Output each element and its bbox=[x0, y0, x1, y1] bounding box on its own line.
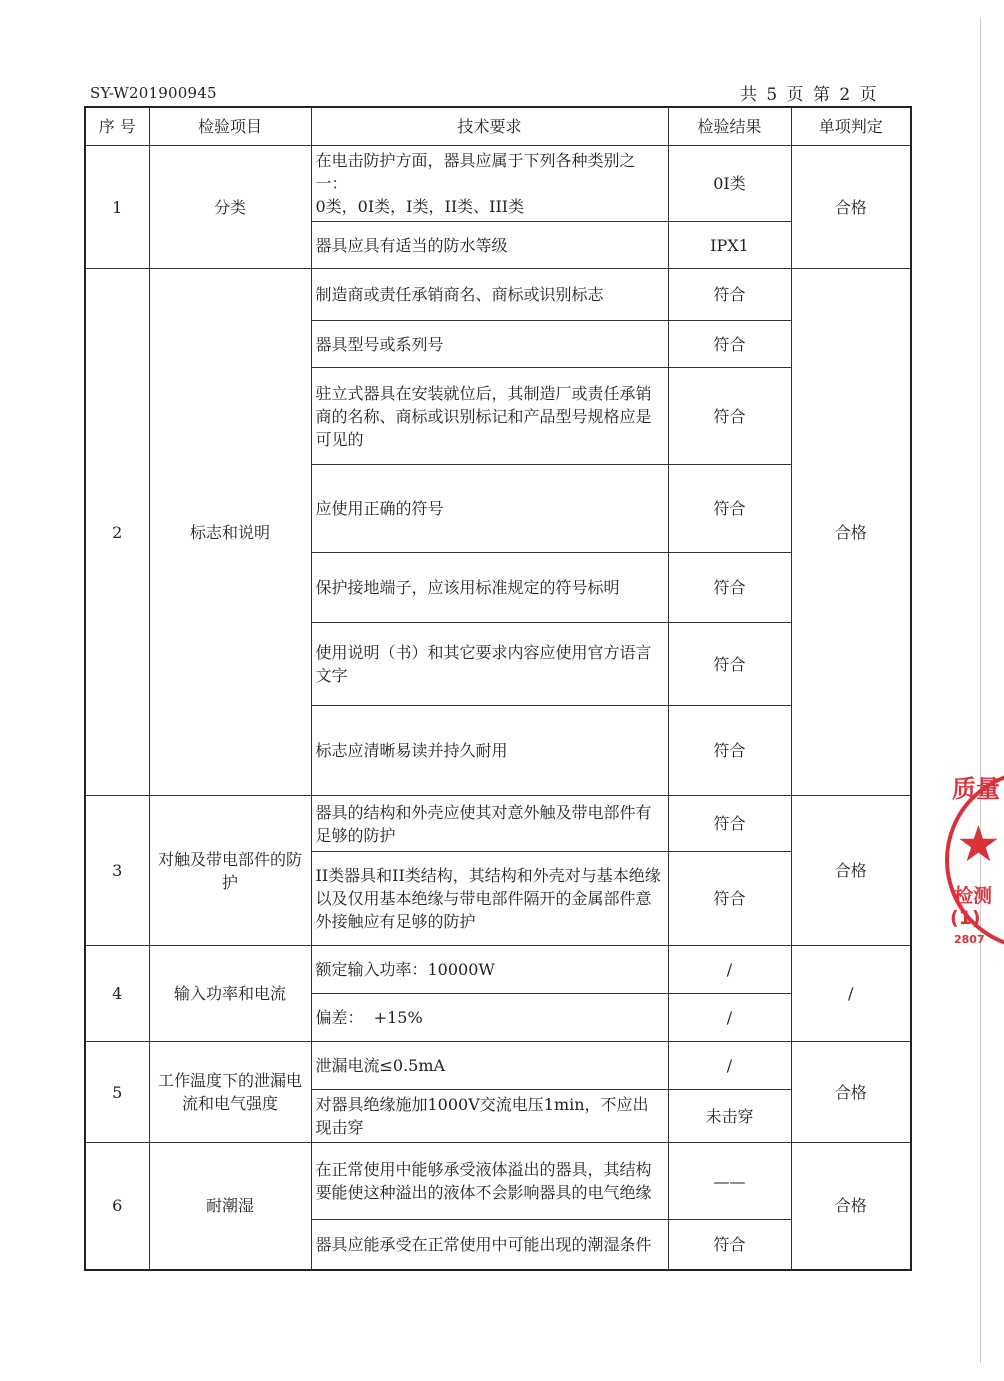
item-name: 输入功率和电流 bbox=[149, 946, 311, 1042]
requirement-cell: 器具的结构和外壳应使其对意外触及带电部件有足够的防护 bbox=[311, 796, 668, 852]
table-header-row bbox=[85, 107, 911, 146]
verdict-cell: 合格 bbox=[791, 1143, 911, 1270]
seal-star-icon: ★ bbox=[956, 815, 1001, 873]
requirement-cell: 使用说明（书）和其它要求内容应使用官方语言文字 bbox=[311, 623, 668, 706]
inspection-table bbox=[84, 106, 912, 1271]
item-number: 1 bbox=[85, 146, 149, 269]
scan-edge-line bbox=[980, 18, 981, 1363]
result-cell: 符合 bbox=[668, 465, 791, 553]
result-cell: —— bbox=[668, 1143, 791, 1220]
result-cell: 符合 bbox=[668, 368, 791, 465]
result-cell: / bbox=[668, 1042, 791, 1090]
requirement-text: 在电击防护方面，器具应属于下列各种类别之一： 0类，0I类，I类，II类、III类 bbox=[315, 151, 636, 216]
requirement-cell: 对器具绝缘施加1000V交流电压1min，不应出现击穿 bbox=[311, 1090, 668, 1143]
requirement-cell: 器具应能承受在正常使用中可能出现的潮湿条件 bbox=[311, 1220, 668, 1270]
result-cell: 符合 bbox=[668, 796, 791, 852]
requirement-cell: 额定输入功率：10000W bbox=[311, 946, 668, 994]
result-cell: 符合 bbox=[668, 269, 791, 321]
item-number: 6 bbox=[85, 1143, 149, 1270]
table-row bbox=[85, 269, 911, 321]
table-row bbox=[85, 946, 911, 994]
item-number: 5 bbox=[85, 1042, 149, 1143]
header-requirement: 技术要求 bbox=[311, 107, 668, 146]
requirement-cell: 保护接地端子，应该用标准规定的符号标明 bbox=[311, 553, 668, 623]
result-cell: / bbox=[668, 994, 791, 1042]
requirement-cell: 器具型号或系列号 bbox=[311, 321, 668, 368]
item-name: 耐潮湿 bbox=[149, 1143, 311, 1270]
header-result: 检验结果 bbox=[668, 107, 791, 146]
result-cell: 符合 bbox=[668, 1220, 791, 1270]
page-info: 共 5 页 第 2 页 bbox=[740, 85, 877, 105]
document-id: SY-W201900945 bbox=[90, 84, 217, 102]
table-row bbox=[85, 1042, 911, 1090]
requirement-cell bbox=[311, 146, 668, 222]
result-cell: IPX1 bbox=[668, 222, 791, 269]
verdict-cell: 合格 bbox=[791, 796, 911, 946]
header-item: 检验项目 bbox=[149, 107, 311, 146]
item-number: 2 bbox=[85, 269, 149, 796]
requirement-cell: 制造商或责任承销商名、商标或识别标志 bbox=[311, 269, 668, 321]
result-cell: / bbox=[668, 946, 791, 994]
item-name: 分类 bbox=[149, 146, 311, 269]
result-cell: 未击穿 bbox=[668, 1090, 791, 1143]
verdict-cell: 合格 bbox=[791, 146, 911, 269]
item-number: 3 bbox=[85, 796, 149, 946]
table-row bbox=[85, 1143, 911, 1220]
seal-text-number: (1) bbox=[950, 907, 981, 929]
result-cell: 符合 bbox=[668, 706, 791, 796]
requirement-cell: 器具应具有适当的防水等级 bbox=[311, 222, 668, 269]
table-row bbox=[85, 796, 911, 852]
table-row bbox=[85, 146, 911, 222]
seal-text-middle: 检测 bbox=[954, 885, 993, 907]
header-verdict: 单项判定 bbox=[791, 107, 911, 146]
requirement-cell: 在正常使用中能够承受液体溢出的器具，其结构要能使这种溢出的液体不会影响器具的电气绝缘 bbox=[311, 1143, 668, 1220]
requirement-cell: 应使用正确的符号 bbox=[311, 465, 668, 553]
result-cell: 符合 bbox=[668, 321, 791, 368]
result-cell: 符合 bbox=[668, 553, 791, 623]
requirement-cell: 标志应清晰易读并持久耐用 bbox=[311, 706, 668, 796]
result-cell: 符合 bbox=[668, 623, 791, 706]
verdict-cell: 合格 bbox=[791, 269, 911, 796]
item-name: 对触及带电部件的防护 bbox=[149, 796, 311, 946]
header-no: 序 号 bbox=[85, 107, 149, 146]
item-name: 工作温度下的泄漏电流和电气强度 bbox=[149, 1042, 311, 1143]
seal-text-code: 2807 bbox=[954, 933, 985, 946]
result-cell: 0I类 bbox=[668, 146, 791, 222]
requirement-cell: 偏差： +15% bbox=[311, 994, 668, 1042]
seal-text-top: 质量 bbox=[952, 775, 1000, 803]
verdict-cell: / bbox=[791, 946, 911, 1042]
item-number: 4 bbox=[85, 946, 149, 1042]
inspection-seal bbox=[940, 765, 1004, 955]
requirement-cell: 驻立式器具在安装就位后，其制造厂或责任承销商的名称、商标或识别标记和产品型号规格应是可见的 bbox=[311, 368, 668, 465]
result-cell: 符合 bbox=[668, 852, 791, 946]
requirement-cell: II类器具和II类结构，其结构和外壳对与基本绝缘以及仅用基本绝缘与带电部件隔开的金属部件意外接触应有足够的防护 bbox=[311, 852, 668, 946]
verdict-cell: 合格 bbox=[791, 1042, 911, 1143]
item-name: 标志和说明 bbox=[149, 269, 311, 796]
requirement-cell: 泄漏电流≤0.5mA bbox=[311, 1042, 668, 1090]
